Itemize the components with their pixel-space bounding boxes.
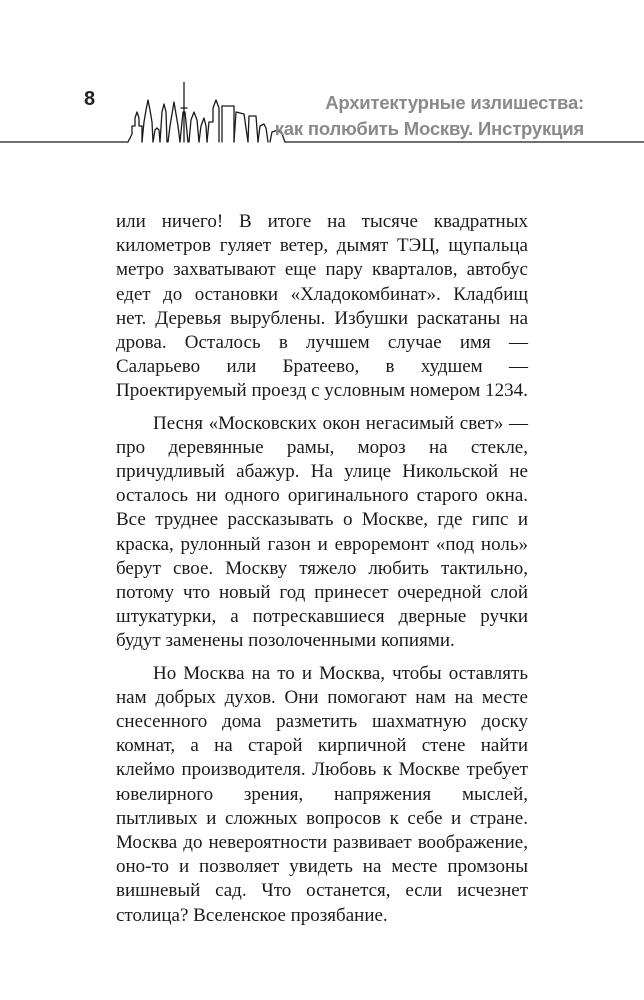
running-title-line-1: Архитектурные излишества: [325, 92, 584, 113]
running-title [275, 90, 584, 142]
paragraph-2: Песня «Московских окон негасимый свет» — про деревянные рамы, мороз на стекле, причудливый абажур. На улице Никольской не осталось ни одного оригинального старого окна. Все труднее рассказывать о Москве, где гипс и краска, рулонный газон и евроремонт «под ноль» берут свое. Москву тяжело любить тактильно, потому что новый год принесет очередной слой штукатурки, а потрескавшиеся дверные ручки будут заменены позолоченными копиями. [116, 412, 528, 652]
running-title-line-2: как полюбить Москву. Инструкция [274, 118, 584, 139]
body-text [116, 210, 528, 928]
paragraph-3: Но Москва на то и Москва, чтобы оставлять нам добрых духов. Они помогают нам на месте снесенного дома разметить шахматную доску комнат, а на старой кирпичной стене найти клеймо производителя. Любовь к Москве требует ювелирного зрения, напряжения мыслей, пытливых и сложных вопросов к себе и стране. Москва до невероятности развивает воображение, оно-то и позволяет увидеть на месте промзоны вишневый сад. Что останется, если исчезнет столица? Вселенское прозябание. [116, 662, 528, 926]
paragraph-1: или ничего! В итоге на тысяче квадратных километров гуляет ветер, дымят ТЭЦ, щупальца метро захватывают еще пару кварталов, автобус едет до остановки «Хладокомбинат». Кладбищ нет. Деревья вырублены. Избушки раскатаны на дрова. Осталось в лучшем случае имя — Саларьево или Братеево, в худшем — Проектируемый проезд с условным номером 1234. [116, 211, 528, 402]
page-number: 8 [84, 88, 96, 110]
